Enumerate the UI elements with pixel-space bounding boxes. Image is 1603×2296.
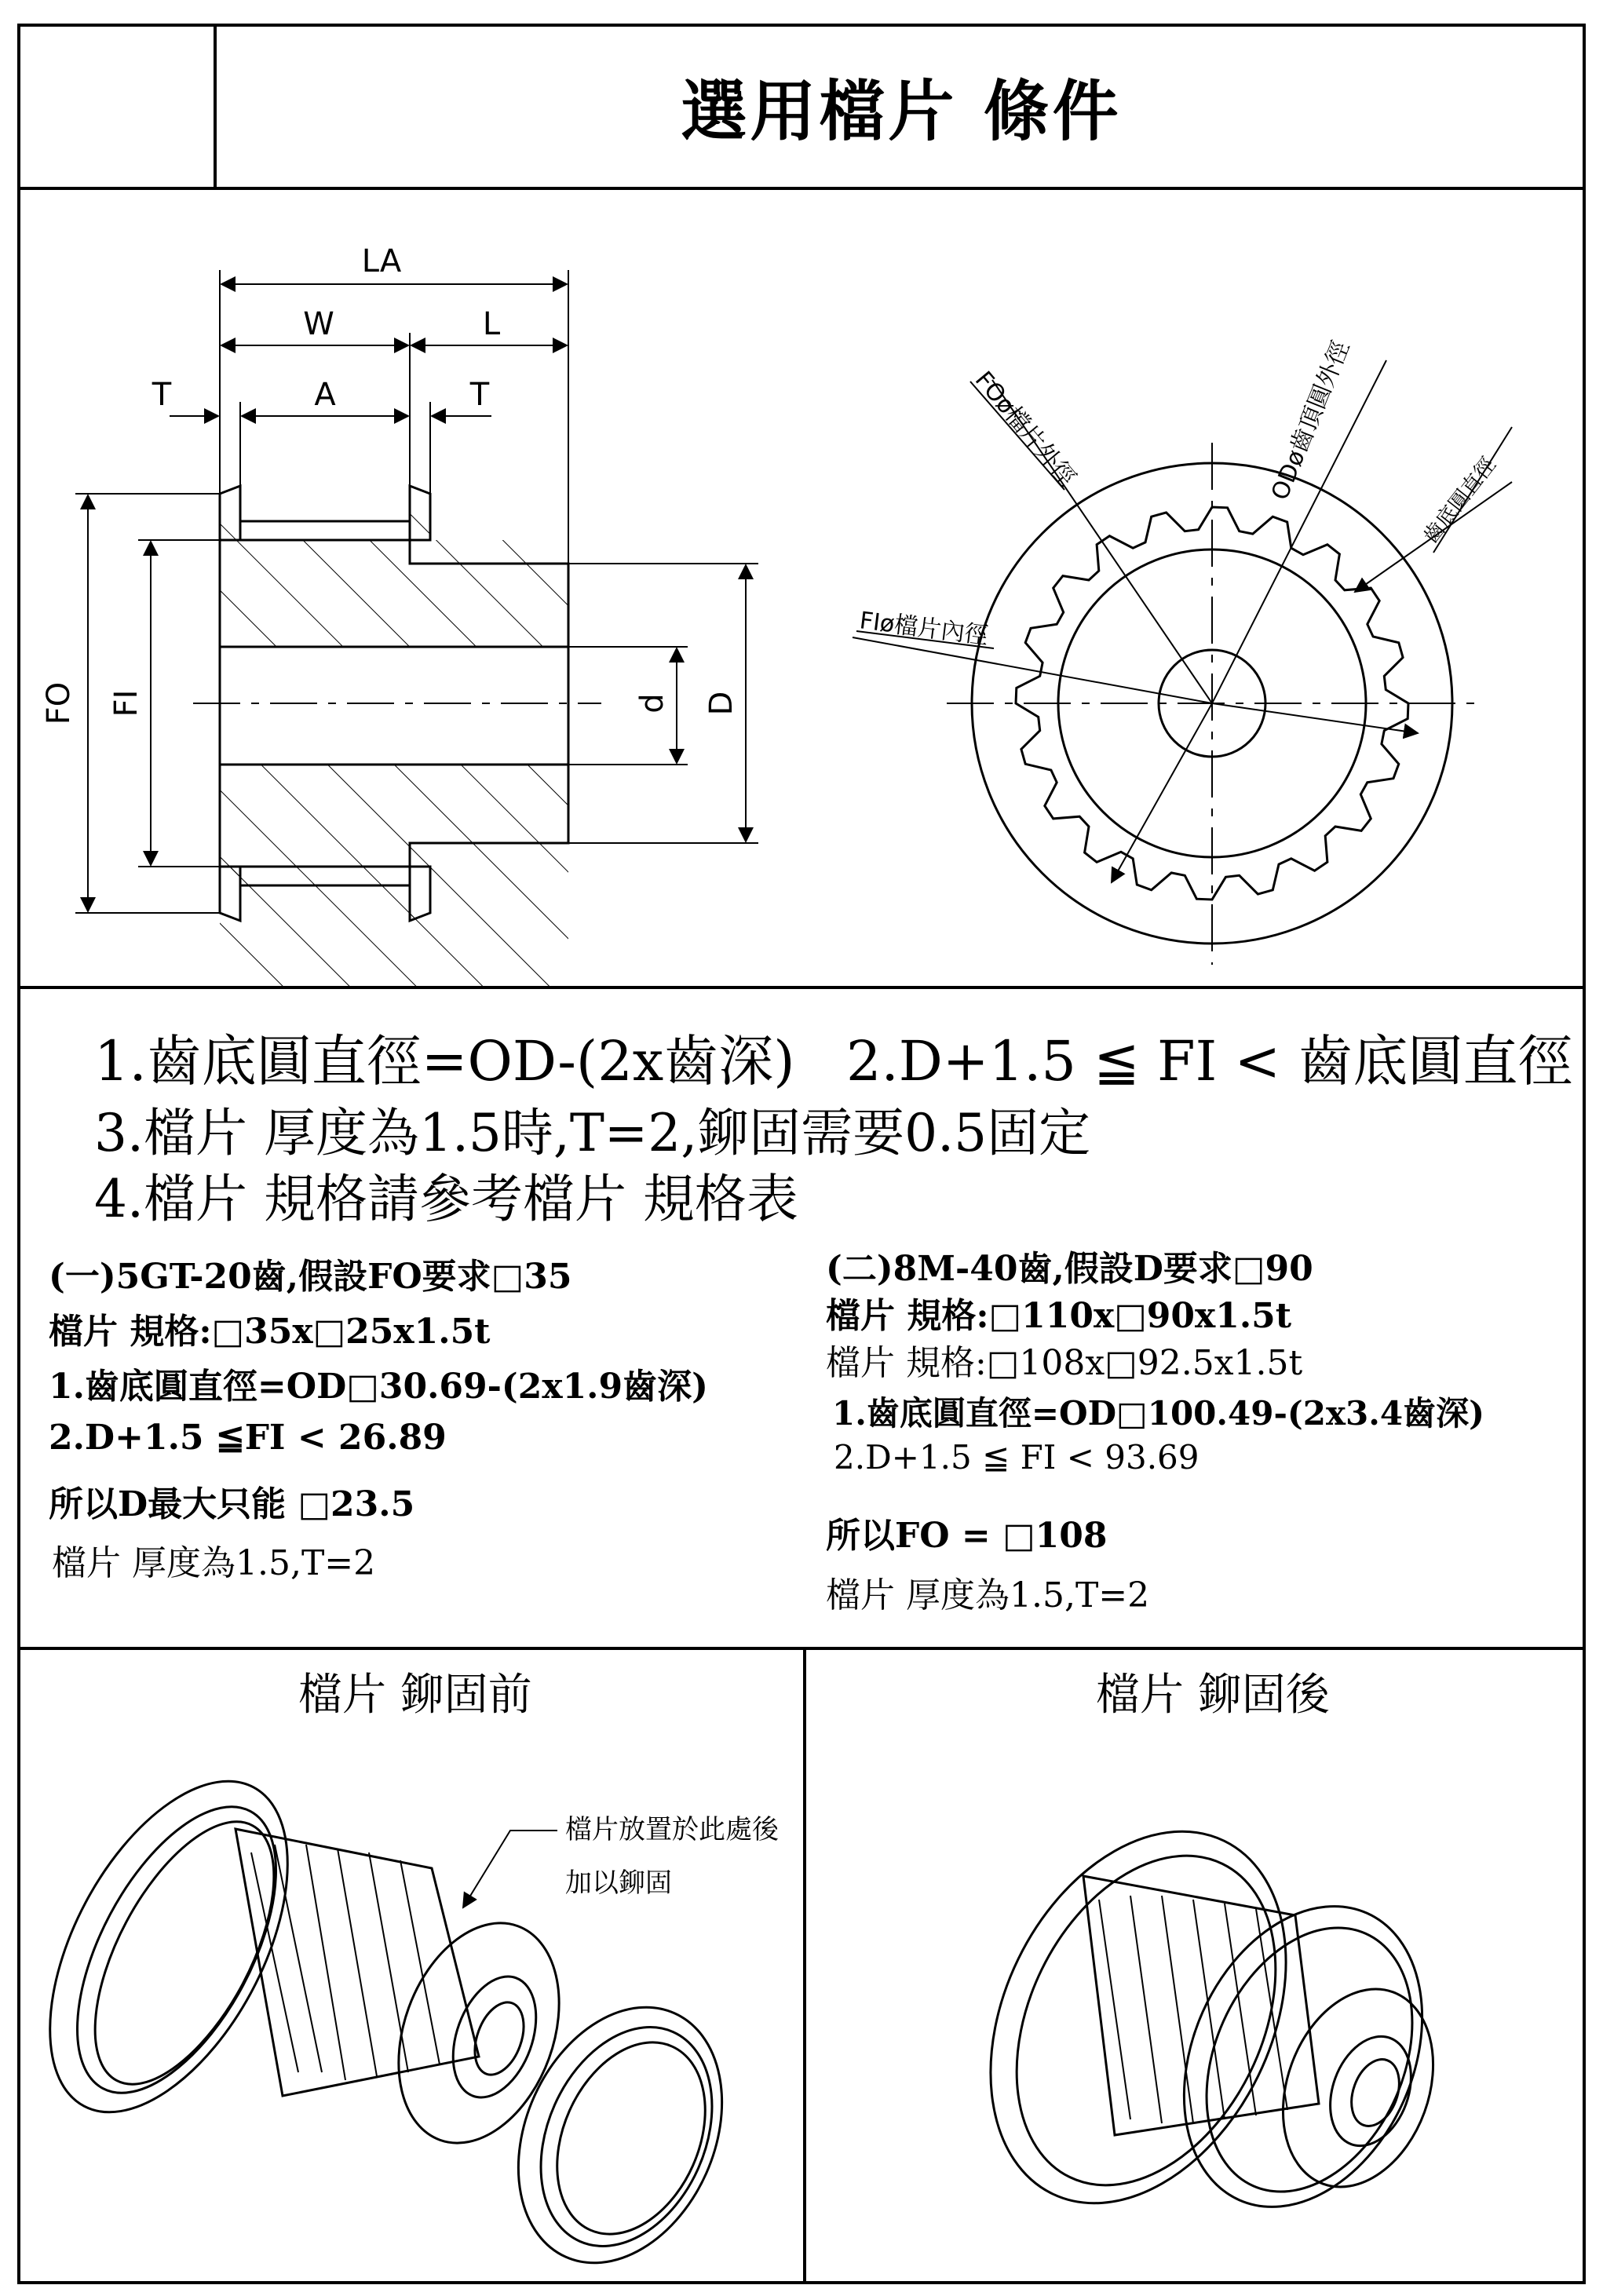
od-diameter-label: ODø齒頂圓外徑 <box>1265 337 1355 504</box>
dim-a-label: A <box>314 377 336 413</box>
section-view <box>75 270 758 986</box>
after-riveting-illustration <box>816 1727 1578 2276</box>
dim-w-label: W <box>303 306 334 342</box>
dim-la-label: LA <box>361 243 402 279</box>
pulley-drawing <box>20 192 1583 986</box>
rule-4: 4.檔片 規格請參考檔片 規格表 <box>94 1169 798 1229</box>
dim-fo-label: FO <box>41 681 77 725</box>
front-view <box>853 360 1512 965</box>
example1-line5: 所以D最大只能 □23.5 <box>49 1484 415 1524</box>
example1-line6: 檔片 厚度為1.5,T=2 <box>52 1543 376 1583</box>
example1-line3: 1.齒底圓直徑=OD□30.69-(2x1.9齒深) <box>49 1367 708 1407</box>
drawing-divider <box>17 986 1586 989</box>
bottom-divider <box>803 1647 806 2284</box>
dim-d-small-label: d <box>634 693 670 714</box>
example2-line5: 2.D+1.5 ≦ FI < 93.69 <box>834 1438 1200 1477</box>
dim-t-right-label: T <box>469 377 490 413</box>
root-diameter-label: 齒底圓直徑 <box>1419 453 1501 549</box>
example2-line4: 1.齒底圓直徑=OD□100.49-(2x3.4齒深) <box>832 1394 1484 1433</box>
rule-2: 2.D+1.5 ≦ FI < 齒底圓直徑 <box>846 1029 1573 1093</box>
example2-line2: 檔片 規格:□110x□90x1.5t <box>826 1296 1292 1336</box>
example1-line1: (一)5GT-20齒,假設FO要求□35 <box>49 1257 572 1297</box>
examples-divider <box>17 1647 1586 1650</box>
example2-line7: 檔片 厚度為1.5,T=2 <box>826 1575 1150 1615</box>
fi-diameter-label: FIø檔片內徑 <box>858 607 990 650</box>
dim-t-left-label: T <box>152 377 172 413</box>
page-title: 選用檔片 條件 <box>681 72 1122 150</box>
dim-fi-label: FI <box>108 689 144 717</box>
example1-line4: 2.D+1.5 ≦FI < 26.89 <box>49 1418 447 1458</box>
fo-diameter-label: FOø檔片外徑 <box>969 366 1081 492</box>
rule-1: 1.齒底圓直徑=OD-(2x齒深) <box>94 1029 795 1093</box>
example2-line3: 檔片 規格:□108x□92.5x1.5t <box>826 1343 1303 1383</box>
example1-line2: 檔片 規格:□35x□25x1.5t <box>49 1312 491 1352</box>
dim-l-label: L <box>482 306 501 342</box>
dim-d-large-label: D <box>703 691 739 716</box>
note-line1: 檔片放置於此處後 <box>565 1814 779 1845</box>
example2-line6: 所以FO = □108 <box>826 1516 1108 1556</box>
note-line2: 加以鉚固 <box>565 1867 672 1899</box>
before-riveting-caption: 檔片 鉚固前 <box>298 1670 532 1721</box>
after-riveting-caption: 檔片 鉚固後 <box>1096 1670 1330 1721</box>
example2-line1: (二)8M-40齒,假設D要求□90 <box>826 1249 1313 1289</box>
rule-3: 3.檔片 厚度為1.5時,T=2,鉚固需要0.5固定 <box>94 1103 1091 1163</box>
before-riveting-illustration <box>24 1727 801 2276</box>
